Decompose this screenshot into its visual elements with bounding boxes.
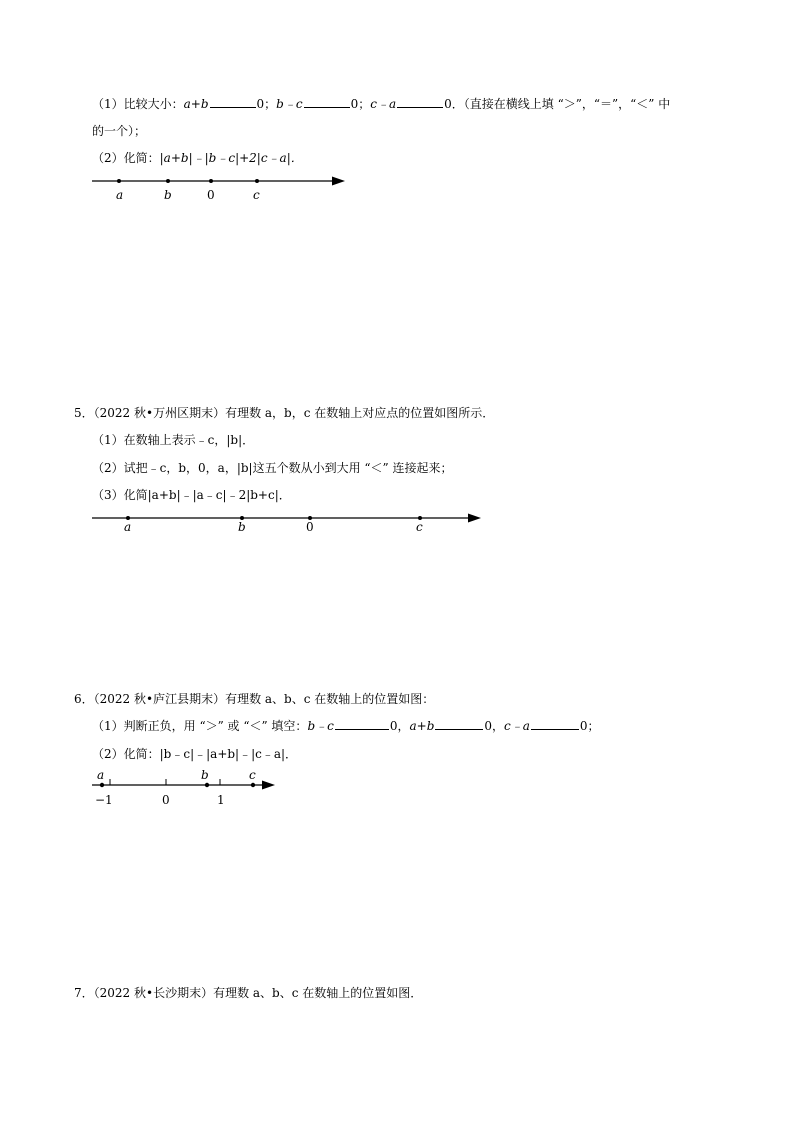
q6-stem: 6．（2022 秋•庐江县期末）有理数 a、b、c 在数轴上的位置如图： xyxy=(74,692,435,706)
q5-number-line xyxy=(92,514,481,535)
q6-label-0: 0 xyxy=(162,793,170,807)
q4-number-line xyxy=(92,177,345,203)
q4-point-c xyxy=(255,179,259,183)
answer-blank-4[interactable] xyxy=(335,718,389,730)
q6-axis-arrow xyxy=(262,781,275,790)
q7-stem: 7．（2022 秋•长沙期末）有理数 a、b、c 在数轴上的位置如图． xyxy=(74,986,423,1000)
q6-part1-line: （1）判断正负，用 “＞” 或 “＜” 填空：b﹣c 0，a+b 0，c﹣a 0； xyxy=(92,719,600,733)
q6-part2: （2）化简：|b﹣c|﹣|a+b|﹣|c﹣a|． xyxy=(92,747,298,761)
q5-axis-arrow xyxy=(468,514,481,523)
q6-point-a xyxy=(100,783,104,787)
q4-note-continued: 的一个）； xyxy=(92,124,147,138)
q4-part1-line: （1）比较大小：a+b 0；b﹣c 0；c﹣a 0．（直接在横线上填 “＞”，“＝”，“＜” 中 xyxy=(92,97,671,111)
q5-label-a: a xyxy=(124,520,132,534)
q6-point-c xyxy=(251,783,255,787)
q5-part3: （3）化简|a+b|﹣|a﹣c|﹣2|b+c|． xyxy=(92,488,291,502)
q6-label-c: c xyxy=(249,768,256,782)
answer-blank-6[interactable] xyxy=(531,718,579,730)
q4-point-0 xyxy=(209,179,213,183)
q4-label-c: c xyxy=(253,188,260,202)
q6-number-line xyxy=(92,768,275,807)
q5-part1: （1）在数轴上表示﹣c，|b|． xyxy=(92,433,255,447)
q4-point-a xyxy=(117,179,121,183)
q6-label-b: b xyxy=(201,768,209,782)
q5-label-b: b xyxy=(238,520,246,534)
q6-point-b xyxy=(205,783,209,787)
q5-label-c: c xyxy=(416,520,423,534)
q4-point-b xyxy=(166,179,170,183)
q4-label-a: a xyxy=(116,188,124,202)
q5-label-0: 0 xyxy=(306,520,314,534)
q5-stem: 5．（2022 秋•万州区期末）有理数 a，b，c 在数轴上对应点的位置如图所示． xyxy=(74,406,495,420)
q5-part2: （2）试把﹣c，b，0，a，|b|这五个数从小到大用 “＜” 连接起来； xyxy=(92,461,453,475)
q6-label-a: a xyxy=(97,768,105,782)
q6-label-minus1: −1 xyxy=(95,793,113,807)
q4-axis-arrow xyxy=(332,177,345,186)
q4-part2-line: （2）化简：|a+b|﹣|b﹣c|+2|c﹣a|． xyxy=(92,151,303,165)
q4-label-0: 0 xyxy=(207,188,215,202)
q4-label-b: b xyxy=(164,188,172,202)
answer-blank-5[interactable] xyxy=(435,718,483,730)
q6-label-1: 1 xyxy=(217,793,225,807)
